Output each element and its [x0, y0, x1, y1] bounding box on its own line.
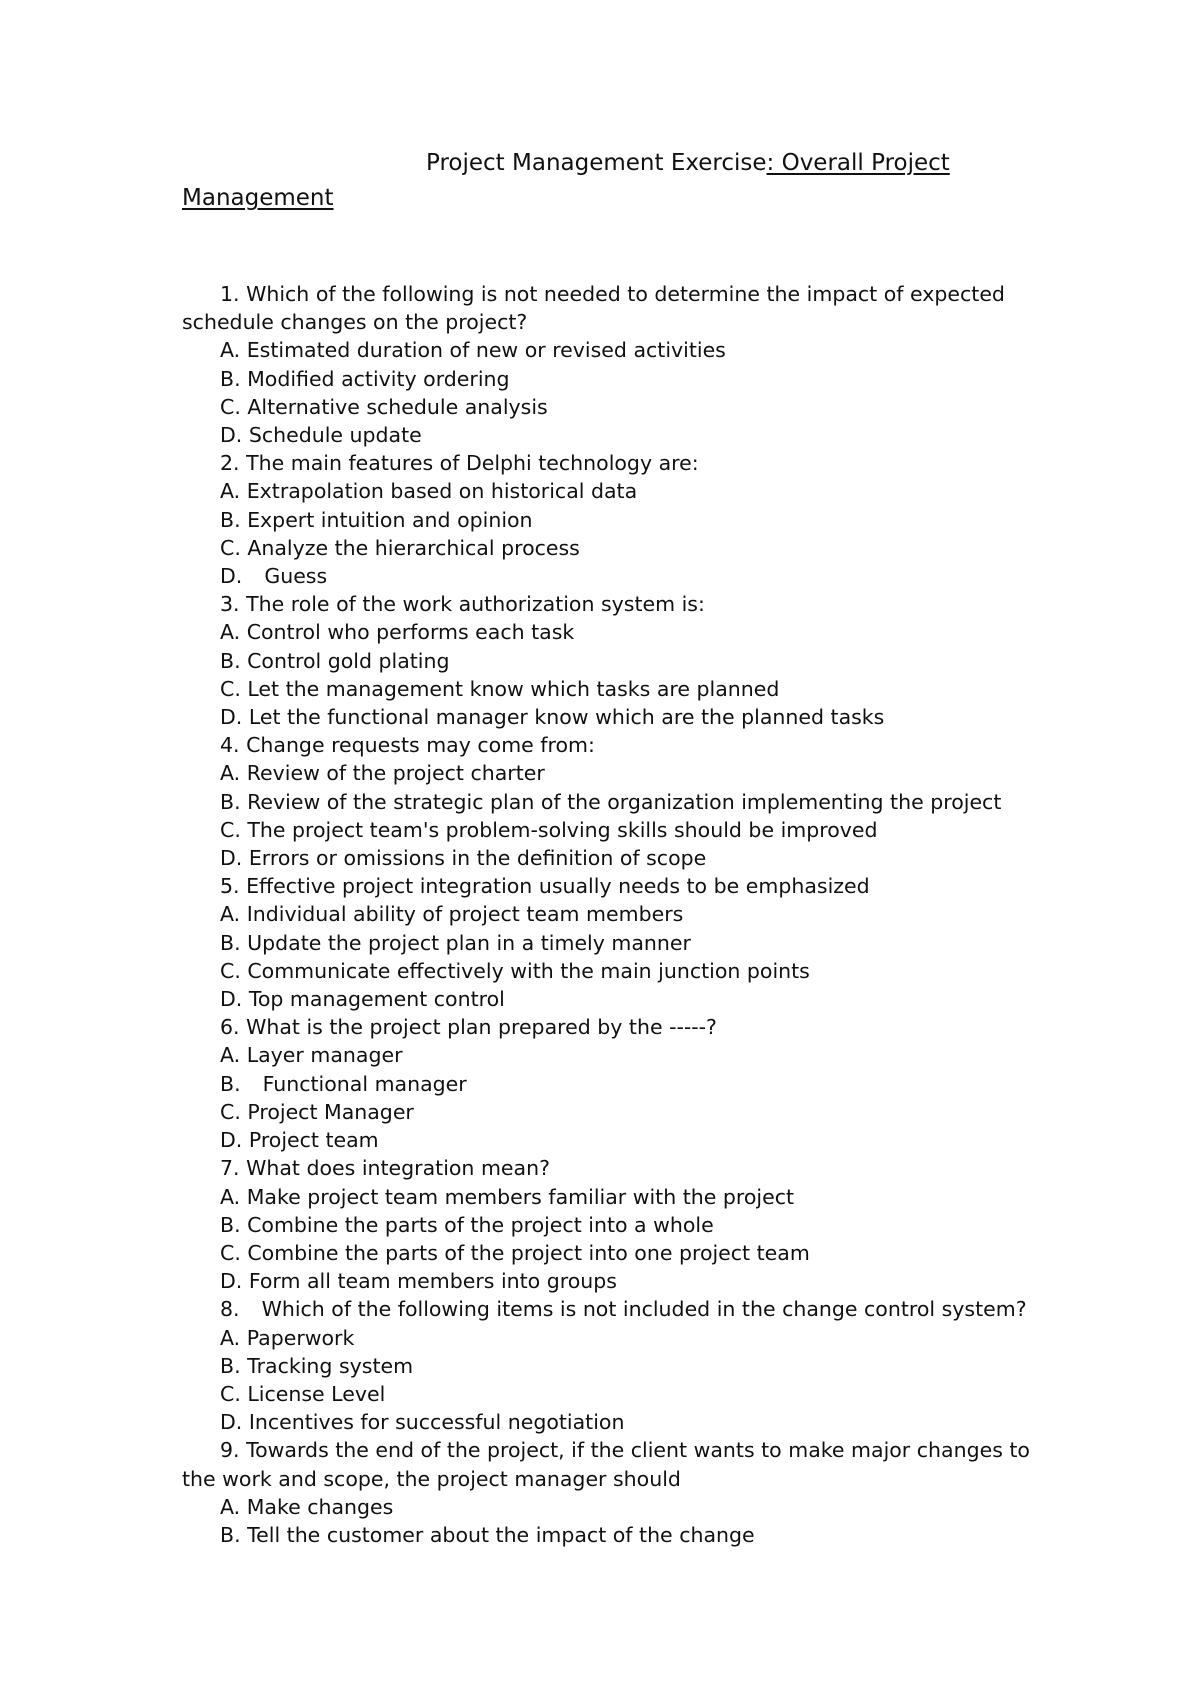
option-9b: B. Tell the customer about the impact of the change [220, 1522, 755, 1547]
option-4c: C. The project team's problem-solving skills should be improved [220, 817, 878, 842]
option-5d: D. Top management control [220, 987, 505, 1012]
option-1c: C. Alternative schedule analysis [220, 394, 548, 419]
option-8d: D. Incentives for successful negotiation [220, 1410, 625, 1435]
option-2d [182, 562, 1042, 590]
option-7b: B. Combine the parts of the project into a whole [220, 1212, 714, 1237]
option-1d: D. Schedule update [220, 423, 422, 448]
question-4: 4. Change requests may come from: [220, 733, 595, 758]
title-main: Project Management Exercise [426, 150, 767, 176]
question-7: 7. What does integration mean? [220, 1156, 550, 1181]
question-9: 9. Towards the end of the project, if the client wants to make major changes to the work and scope, the project manager should [182, 1438, 1030, 1491]
title-subtitle-continued: Management [182, 185, 334, 211]
question-6: 6. What is the project plan prepared by the -----? [220, 1015, 717, 1040]
option-5a: A. Individual ability of project team members [220, 902, 684, 927]
option-2d-text: Guess [264, 564, 328, 589]
option-2a: A. Extrapolation based on historical data [220, 479, 638, 504]
option-6c: C. Project Manager [220, 1099, 414, 1124]
document-title [182, 146, 1042, 216]
option-8b: B. Tracking system [220, 1353, 414, 1378]
option-3c: C. Let the management know which tasks are planned [220, 676, 780, 701]
option-4a: A. Review of the project charter [220, 761, 545, 786]
option-2c: C. Analyze the hierarchical process [220, 535, 580, 560]
option-8a: A. Paperwork [220, 1325, 355, 1350]
option-7a: A. Make project team members familiar with the project [220, 1184, 795, 1209]
option-6d: D. Project team [220, 1128, 379, 1153]
option-7d: D. Form all team members into groups [220, 1269, 617, 1294]
option-1a: A. Estimated duration of new or revised activities [220, 338, 726, 363]
question-1: 1. Which of the following is not needed to determine the impact of expected schedule changes on the project? [182, 282, 1005, 335]
question-list [182, 280, 1042, 1549]
option-2b: B. Expert intuition and opinion [220, 507, 533, 532]
question-8-number: 8. [220, 1297, 240, 1322]
option-9a: A. Make changes [220, 1494, 394, 1519]
option-7c: C. Combine the parts of the project into one project team [220, 1240, 810, 1265]
question-8-text: Which of the following items is not included in the change control system? [261, 1297, 1027, 1322]
option-5b: B. Update the project plan in a timely manner [220, 930, 691, 955]
option-6b-text: Functional manager [262, 1071, 467, 1096]
option-4d: D. Errors or omissions in the definition of scope [220, 846, 707, 871]
question-2: 2. The main features of Delphi technology are: [220, 451, 699, 476]
question-8 [182, 1295, 1042, 1323]
title-subtitle: : Overall Project [766, 150, 950, 176]
question-5: 5. Effective project integration usually needs to be emphasized [220, 874, 870, 899]
question-3: 3. The role of the work authorization system is: [220, 592, 705, 617]
option-6a: A. Layer manager [220, 1043, 403, 1068]
option-3a: A. Control who performs each task [220, 620, 575, 645]
option-1b: B. Modified activity ordering [220, 366, 510, 391]
option-3d: D. Let the functional manager know which are the planned tasks [220, 705, 885, 730]
option-2d-letter: D. [220, 564, 243, 589]
option-6b [182, 1070, 1042, 1098]
option-6b-letter: B. [220, 1071, 241, 1096]
option-4b: B. Review of the strategic plan of the organization implementing the project [220, 789, 1002, 814]
option-8c: C. License Level [220, 1381, 386, 1406]
option-3b: B. Control gold plating [220, 648, 450, 673]
option-5c: C. Communicate effectively with the main junction points [220, 958, 810, 983]
